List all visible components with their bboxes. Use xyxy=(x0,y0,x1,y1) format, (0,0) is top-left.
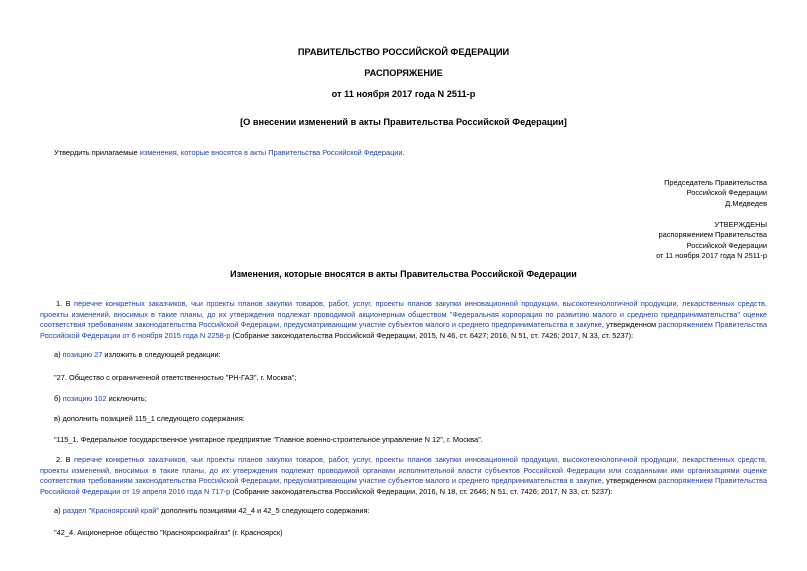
position-102-link[interactable]: позицию 102 xyxy=(62,394,107,403)
item-2a xyxy=(54,506,370,515)
position-27-link[interactable]: позицию 27 xyxy=(62,350,103,359)
item-2-source: (Собрание законодательства Российской Федерации, 2016, N 18, ст. 2646; N 51, ст. 7426; 2017, N 33, ст. 5237): xyxy=(230,486,613,496)
approved-country: Российской Федерации xyxy=(686,240,767,250)
item-1-number: 1. В xyxy=(56,299,74,308)
signature-name: Д.Медведев xyxy=(725,198,767,208)
item-1a-letter: а) xyxy=(54,350,63,359)
quote-115-1: "115_1. Федеральное государственное унитарное предприятие "Главное военно-строительное управление N 12", г. Москва". xyxy=(54,435,483,444)
item-1b-letter: б) xyxy=(54,394,63,403)
document-type: РАСПОРЯЖЕНИЕ xyxy=(364,68,443,78)
approve-paragraph xyxy=(54,148,405,157)
signature-country: Российской Федерации xyxy=(686,188,767,198)
approve-link[interactable]: изменения, которые вносятся в акты Правительства Российской Федерации xyxy=(139,148,403,157)
item-2-order-link[interactable]: распоряжением Правительства Российской Федерации от 19 апреля 2016 года N 717-р xyxy=(40,476,767,496)
item-1c: в) дополнить позицией 115_1 следующего содержания: xyxy=(54,414,245,423)
item-2-approved: , утвержденном xyxy=(601,476,659,486)
approved-by: распоряжением Правительства xyxy=(658,230,767,240)
item-2a-text: дополнить позициями 42_4 и 42_5 следующего содержания: xyxy=(159,506,370,515)
item-1a xyxy=(54,350,221,359)
quote-42-4: "42_4. Акционерное общество "Красноярсккрайгаз" (г. Красноярск) xyxy=(54,528,283,537)
item-1-list-link[interactable]: перечне конкретных заказчиков, чьи проекты планов закупки товаров, работ, услуг, проекты планов закупки инновационной продукции, высокотехнологичной продукции, лекарственных средств, проекты изменений, вносимых в такие планы, до их утверждения подлежат проводимой акционерным обществом "Федеральная корпорация по развитию малого и среднего предпринимательства" оценке соответствия требованиям законодательства Российской Федерации, предусматривающим участие субъектов малого и среднего предпринимательства в закупке xyxy=(40,299,767,330)
item-1b-text: исключить; xyxy=(106,394,147,403)
approve-text: Утвердить прилагаемые xyxy=(54,148,140,157)
document-date: от 11 ноября 2017 года N 2511-р xyxy=(331,89,476,99)
approved-label: УТВЕРЖДЕНЫ xyxy=(714,220,767,229)
signature-block xyxy=(664,178,767,209)
item-2-list-link[interactable]: перечне конкретных заказчиков, чьи проекты планов закупки товаров, работ, услуг, проекты планов закупки инновационной продукции, высокотехнологичной продукции, лекарственных средств, проекты изменений, вносимых в такие планы, до их утверждения подлежат проводимой органами исполнительной власти субъектов Российской Федерации или созданными ими организациями оценке соответствия требованиям законодательства Российской Федерации, предусматривающим участие субъектов малого и среднего предпринимательства в закупке xyxy=(40,455,767,486)
document-title: [О внесении изменений в акты Правительства Российской Федерации] xyxy=(240,117,567,127)
approve-end: . xyxy=(402,148,405,157)
item-1a-text: изложить в следующей редакции: xyxy=(102,350,221,359)
quote-27: "27. Общество с ограниченной ответственностью "РН-ГАЗ", г. Москва"; xyxy=(54,373,297,382)
item-1-approved: , утвержденном xyxy=(601,320,659,330)
government-heading: ПРАВИТЕЛЬСТВО РОССИЙСКОЙ ФЕДЕРАЦИИ xyxy=(297,47,510,57)
approved-date: от 11 ноября 2017 года N 2511-р xyxy=(656,250,767,260)
krasnoyarsk-section-link[interactable]: раздел "Красноярский край" xyxy=(62,506,160,515)
item-1-order-link[interactable]: распоряжением Правительства Российской Федерации от 6 ноября 2015 года N 2258-р xyxy=(40,320,767,340)
item-2-number: 2. В xyxy=(56,455,74,464)
changes-title: Изменения, которые вносятся в акты Правительства Российской Федерации xyxy=(230,269,577,279)
item-1-paragraph xyxy=(40,299,767,341)
approved-block xyxy=(656,220,767,261)
item-1b xyxy=(54,394,147,403)
item-2a-letter: а) xyxy=(54,506,63,515)
signature-position: Председатель Правительства xyxy=(664,178,767,187)
item-1-source: (Собрание законодательства Российской Федерации, 2015, N 46, ст. 6427; 2016, N 51, ст. 7426; 2017, N 33, ст. 5237): xyxy=(230,330,634,340)
item-2-paragraph xyxy=(40,455,767,497)
